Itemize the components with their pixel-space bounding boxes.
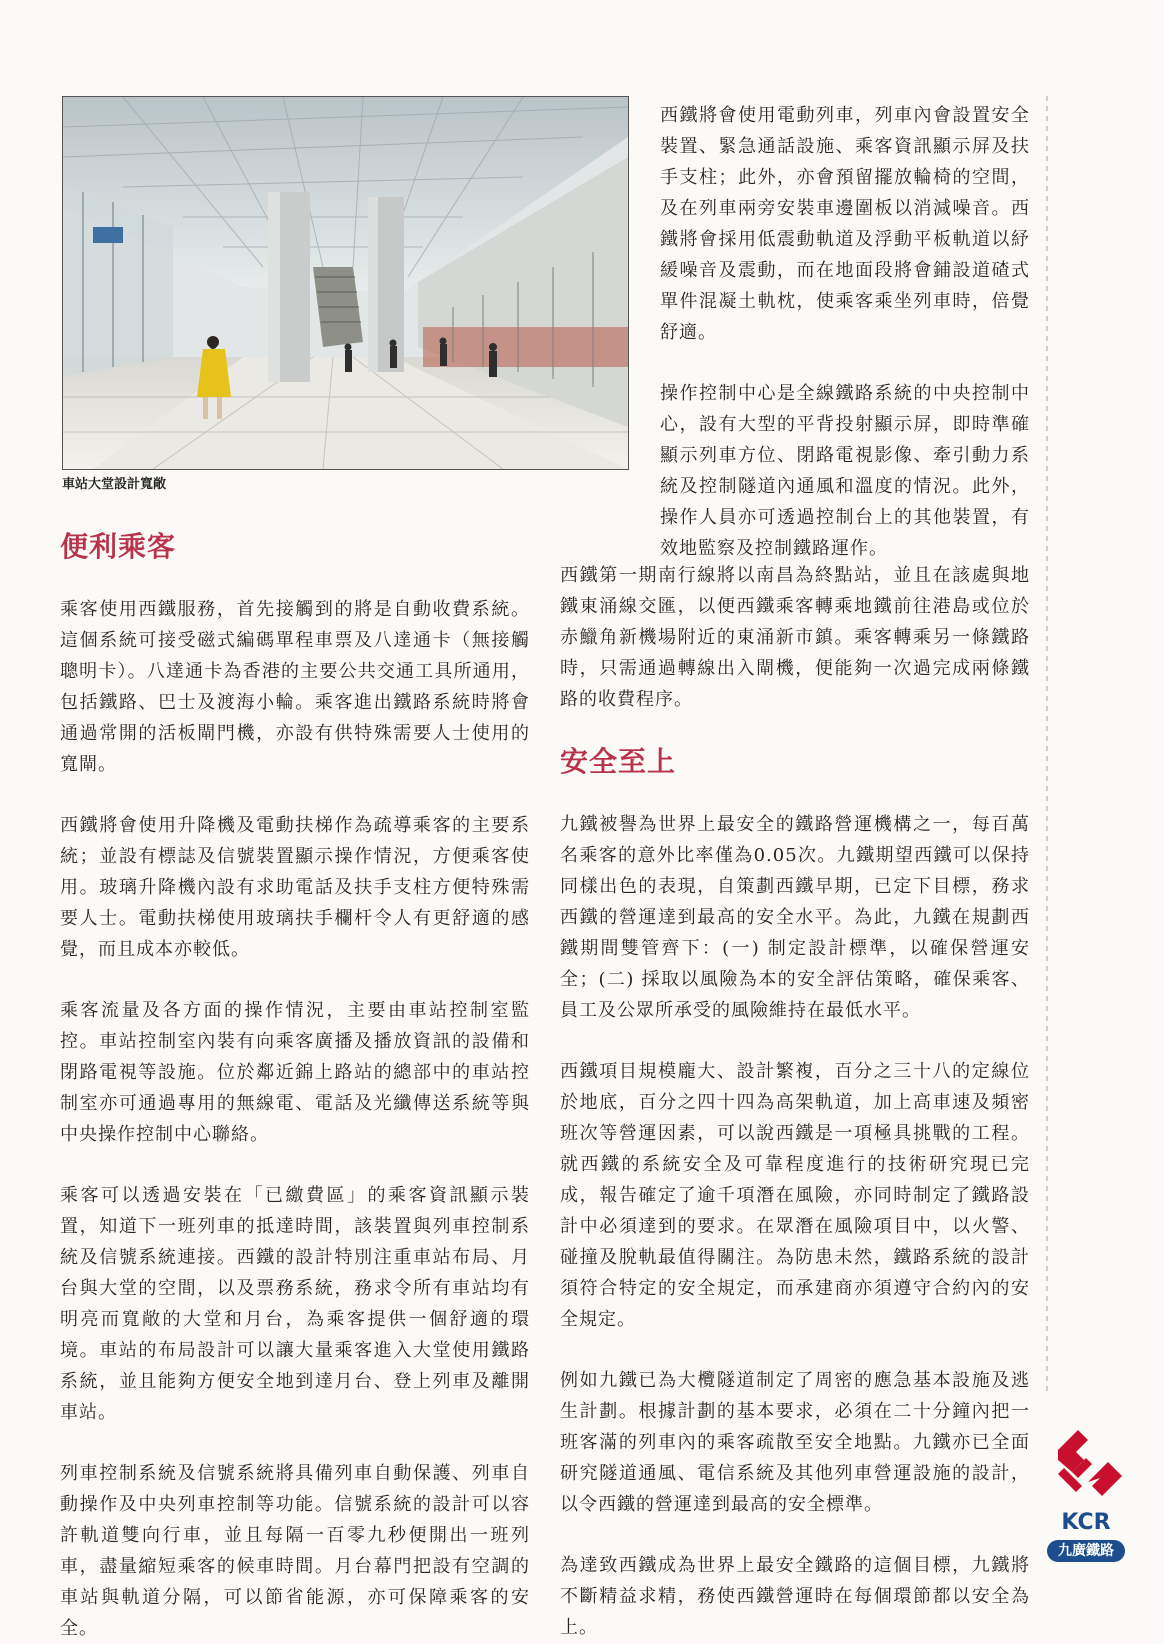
- paragraph-passenger-info: 乘客可以透過安裝在「已繳費區」的乘客資訊顯示裝置，知道下一班列車的抵達時間，該裝置與列車控制系統及信號系統連接。西鐵的設計特別注重車站布局、月台與大堂的空間，以及票務系統，務求令所有車站均有明亮而寬敞的大堂和月台，為乘客提供一個舒適的環境。車站的布局設計可以讓大量乘客進入大堂使用鐵路系統，並且能夠方便安全地到達月台、登上列車及離開車站。: [60, 1184, 530, 1423]
- right-column: [560, 560, 1030, 1643]
- station-concourse-photo: [62, 96, 629, 470]
- paragraph-fare-system: 乘客使用西鐵服務，首先接觸到的將是自動收費系統。這個系統可接受磁式編碼單程車票及八達通卡（無接觸聰明卡）。八達通卡為香港的主要公共交通工具所通用，包括鐵路、巴士及渡海小輪。乘客進出鐵路系統時將會通過常開的活板閘門機，亦設有供特殊需要人士使用的寬閘。: [60, 598, 530, 775]
- paragraph-station-control: 乘客流量及各方面的操作情況，主要由車站控制室監控。車站控制室內裝有向乘客廣播及播放資訊的設備和閉路電視等設施。位於鄰近錦上路站的總部中的車站控制室亦可通過專用的無線電、電話及光纖傳送系統等與中央操作控制中心聯絡。: [60, 999, 530, 1145]
- right-top-column: [660, 100, 1030, 564]
- kcr-logo-subtext: 九廣鐵路: [1047, 1540, 1125, 1562]
- heading-convenience: 便利乘客: [60, 530, 177, 563]
- paragraph-trains: 西鐵將會使用電動列車，列車內會設置安全裝置、緊急通話設施、乘客資訊顯示屏及扶手支柱；此外，亦會預留擺放輪椅的空間，及在列車兩旁安裝車邊圍板以消減噪音。西鐵將會採用低震動軌道及浮動平板軌道以紓緩噪音及震動，而在地面段將會鋪設道碴式單件混凝土軌枕，使乘客乘坐列車時，倍覺舒適。: [660, 105, 1030, 343]
- paragraph-interchange: 西鐵第一期南行線將以南昌為終點站，並且在該處與地鐵東涌線交匯，以便西鐵乘客轉乘地鐵前往港島或位於赤鱲角新機場附近的東涌新市鎮。乘客轉乘另一條鐵路時，只需通過轉線出入閘機，便能夠一次過完成兩條鐵路的收費程序。: [560, 565, 1030, 710]
- dotted-divider: [1046, 96, 1048, 1396]
- paragraph-lifts-escalators: 西鐵將會使用升降機及電動扶梯作為疏導乘客的主要系統；並設有標誌及信號裝置顯示操作情況，方便乘客使用。玻璃升降機內設有求助電話及扶手支柱方便特殊需要人士。電動扶梯使用玻璃扶手欄杆令人有更舒適的感覺，而且成本亦較低。: [60, 814, 530, 960]
- photo-caption: 車站大堂設計寬敞: [62, 477, 167, 492]
- kcr-logo-text: KCR: [1061, 1510, 1111, 1535]
- paragraph-project-scale: 西鐵項目規模龐大、設計繁複，百分之三十八的定線位於地底，百分之四十四為高架軌道，加上高車速及頻密班次等營運因素，可以說西鐵是一項極具挑戰的工程。就西鐵的系統安全及可靠程度進行的技術研究現已完成，報告確定了逾千項潛在風險，亦同時制定了鐵路設計中必須達到的要求。在眾潛在風險項目中，以火警、碰撞及脫軌最值得關注。為防患未然，鐵路系統的設計須符合特定的安全規定，而承建商亦須遵守合約內的安全規定。: [560, 1060, 1030, 1330]
- paragraph-goal: 為達致西鐵成為世界上最安全鐵路的這個目標，九鐵將不斷精益求精，務使西鐵營運時在每個環節都以安全為上。: [560, 1554, 1030, 1638]
- left-column: [60, 530, 530, 1644]
- heading-safety: 安全至上: [560, 745, 677, 778]
- paragraph-tunnel-plan: 例如九鐵已為大欖隧道制定了周密的應急基本設施及逃生計劃。根據計劃的基本要求，必須在二十分鐘內把一班客滿的列車內的乘客疏散至安全地點。九鐵亦已全面研究隧道通風、電信系統及其他列車營運設施的設計，以令西鐵的營運達到最高的安全標準。: [560, 1369, 1030, 1515]
- kcr-logo-mark: [1036, 1420, 1136, 1560]
- concourse-illustration: [63, 97, 628, 469]
- paragraph-control-centre: 操作控制中心是全線鐵路系統的中央控制中心，設有大型的平背投射顯示屏，即時準確顯示列車方位、閉路電視影像、牽引動力系統及控制隧道內通風和溫度的情況。此外，操作人員亦可透過控制台上的其他裝置，有效地監察及控制鐵路運作。: [660, 383, 1030, 559]
- paragraph-signalling: 列車控制系統及信號系統將具備列車自動保護、列車自動操作及中央列車控制等功能。信號系統的設計可以容許軌道雙向行車，並且每隔一百零九秒便開出一班列車，盡量縮短乘客的候車時間。月台幕門把設有空調的車站與軌道分隔，可以節省能源，亦可保障乘客的安全。: [60, 1462, 530, 1639]
- paragraph-safety-record: 九鐵被譽為世界上最安全的鐵路營運機構之一，每百萬名乘客的意外比率僅為0.05次。九鐵期望西鐵可以保持同樣出色的表現，自策劃西鐵早期，已定下目標，務求西鐵的營運達到最高的安全水平。為此，九鐵在規劃西鐵期間雙管齊下：(一) 制定設計標準，以確保營運安全；(二) 採取以風險為本的安全評估策略，確保乘客、員工及公眾所承受的風險維持在最低水平。: [560, 813, 1030, 1021]
